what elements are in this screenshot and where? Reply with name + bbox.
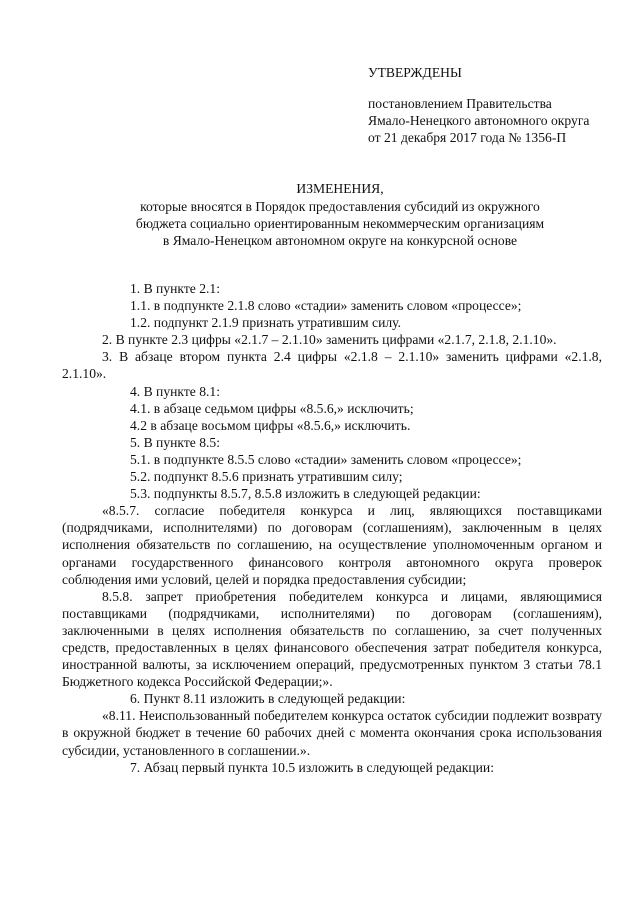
item-5-3: 5.3. подпункты 8.5.7, 8.5.8 изложить в следующей редакции: [130, 486, 481, 502]
quote-8-11: «8.11. Неиспользованный победителем конкурса остаток субсидии подлежит возврату в окружной бюджет в течение 60 рабочих дней с момента окончания срока использования субсидии, установленного в соглашении.». [62, 708, 602, 758]
approval-line-1: постановлением Правительства [368, 96, 552, 111]
title-subline-3: в Ямало-Ненецком автономном округе на конкурсной основе [162, 233, 518, 248]
item-6: 6. Пункт 8.11 изложить в следующей редакции: [130, 691, 406, 707]
title-subline-1: которые вносятся в Порядок предоставления субсидий из окружного [140, 199, 540, 214]
item-4-2: 4.2 в абзаце восьмом цифры «8.5.6,» исключить. [130, 417, 411, 433]
item-7: 7. Абзац первый пункта 10.5 изложить в следующей редакции: [130, 759, 494, 775]
quote-8-5-8: 8.5.8. запрет приобретения победителем конкурса и лицами, являющимися поставщиками (подрядчиками, исполнителями) по договорам (соглашениям), заключенными в целях исполнения обязательств по соглашению, за счет полученных средств, предоставленных в целях финансового обеспечения затрат победителя конкурса, иностранной валюты, за исключением операций, предусмотренных пунктом 3 статьи 78.1 Бюджетного кодекса Российской Федерации;». [62, 588, 602, 690]
item-1-1: 1.1. в подпункте 2.1.8 слово «стадии» заменить словом «процессе»; [130, 298, 522, 314]
document-body [62, 266, 602, 776]
item-5-1: 5.1. в подпункте 8.5.5 слово «стадии» заменить словом «процессе»; [130, 451, 522, 467]
quote-8-5-7: «8.5.7. согласие победителя конкурса и лиц, являющихся поставщиками (подрядчиками, исполнителями) по договорам (соглашениям), заключенным в целях исполнения обязательств по соглашению, на осуществление уполномоченным органом и органами государственного финансового контроля автономного округа проверок соблюдения ими условий, целей и порядка предоставления субсидии; [62, 503, 602, 587]
title-subline-2: бюджета социально ориентированным некоммерческим организациям [135, 216, 545, 231]
item-1-2: 1.2. подпункт 2.1.9 признать утратившим силу. [130, 315, 401, 331]
approval-line-3: от 21 декабря 2017 года № 1356-П [368, 130, 567, 145]
approval-heading: УТВЕРЖДЕНЫ [368, 65, 462, 80]
item-3: 3. В абзаце втором пункта 2.4 цифры «2.1.8 – 2.1.10» заменить цифрами «2.1.8, 2.1.10». [62, 349, 602, 382]
item-5-2: 5.2. подпункт 8.5.6 признать утратившим силу; [130, 469, 403, 485]
item-2: 2. В пункте 2.3 цифры «2.1.7 – 2.1.10» заменить цифрами «2.1.7, 2.1.8, 2.1.10». [102, 332, 557, 348]
document-title: ИЗМЕНЕНИЯ, [296, 181, 384, 196]
item-1: 1. В пункте 2.1: [130, 281, 220, 296]
approval-line-2: Ямало-Ненецкого автономного округа [368, 113, 590, 128]
item-4: 4. В пункте 8.1: [130, 383, 220, 399]
item-4-1: 4.1. в абзаце седьмом цифры «8.5.6,» исключить; [130, 400, 414, 416]
item-5: 5. В пункте 8.5: [130, 434, 220, 450]
